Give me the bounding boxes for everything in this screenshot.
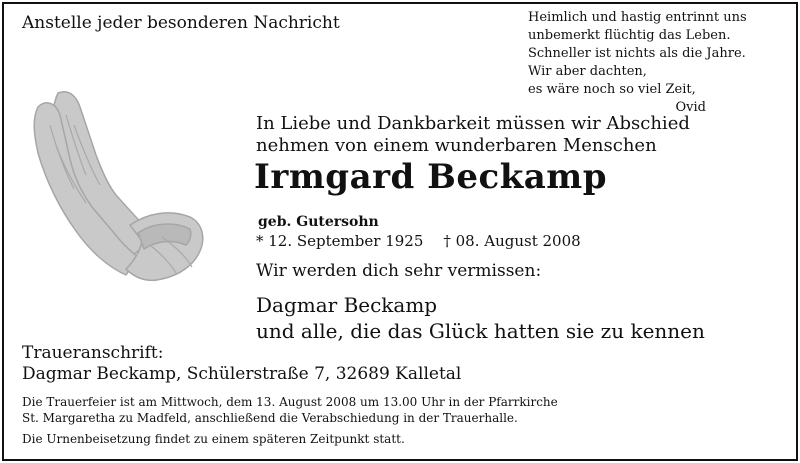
urn-burial-info: Die Urnenbeisetzung findet zu einem späteren Zeitpunkt statt. xyxy=(22,432,405,446)
service-line-2: St. Margaretha zu Madfeld, anschließend die Verabschiedung in der Trauerhalle. xyxy=(22,411,518,425)
mourning-address xyxy=(22,343,461,385)
header-text: Anstelle jeder besonderen Nachricht xyxy=(22,13,340,33)
poem-line: Wir aber dachten, xyxy=(528,64,647,79)
intro-line-2: nehmen von einem wunderbaren Menschen xyxy=(256,135,657,156)
funeral-service-info xyxy=(22,394,558,426)
intro-line-1: In Liebe und Dankbarkeit müssen wir Abschied xyxy=(256,113,690,134)
family-line-2: und alle, die das Glück hatten sie zu kennen xyxy=(256,319,705,343)
service-line-1: Die Trauerfeier ist am Mittwoch, dem 13. August 2008 um 13.00 Uhr in der Pfarrkirche xyxy=(22,395,558,409)
family-line-1: Dagmar Beckamp xyxy=(256,293,438,317)
poem-line: Schneller ist nichts als die Jahre. xyxy=(528,46,746,61)
birth-date: * 12. September 1925 xyxy=(256,232,424,250)
death-date: † 08. August 2008 xyxy=(443,232,581,250)
poem xyxy=(528,9,778,117)
farewell-message: Wir werden dich sehr vermissen: xyxy=(256,261,542,281)
poem-line: Heimlich und hastig entrinnt uns xyxy=(528,10,747,25)
poem-line: unbemerkt flüchtig das Leben. xyxy=(528,28,731,43)
family-signature xyxy=(256,292,705,344)
address-label: Traueranschrift: xyxy=(22,343,164,363)
address-value: Dagmar Beckamp, Schülerstraße 7, 32689 Kalletal xyxy=(22,364,462,384)
maiden-name: geb. Gutersohn xyxy=(258,214,379,230)
life-dates xyxy=(256,232,581,250)
praying-hands-icon xyxy=(30,85,208,285)
poem-author: Ovid xyxy=(675,100,706,115)
poem-line: es wäre noch so viel Zeit, xyxy=(528,82,696,97)
intro-text xyxy=(256,113,690,157)
deceased-name: Irmgard Beckamp xyxy=(254,157,608,197)
